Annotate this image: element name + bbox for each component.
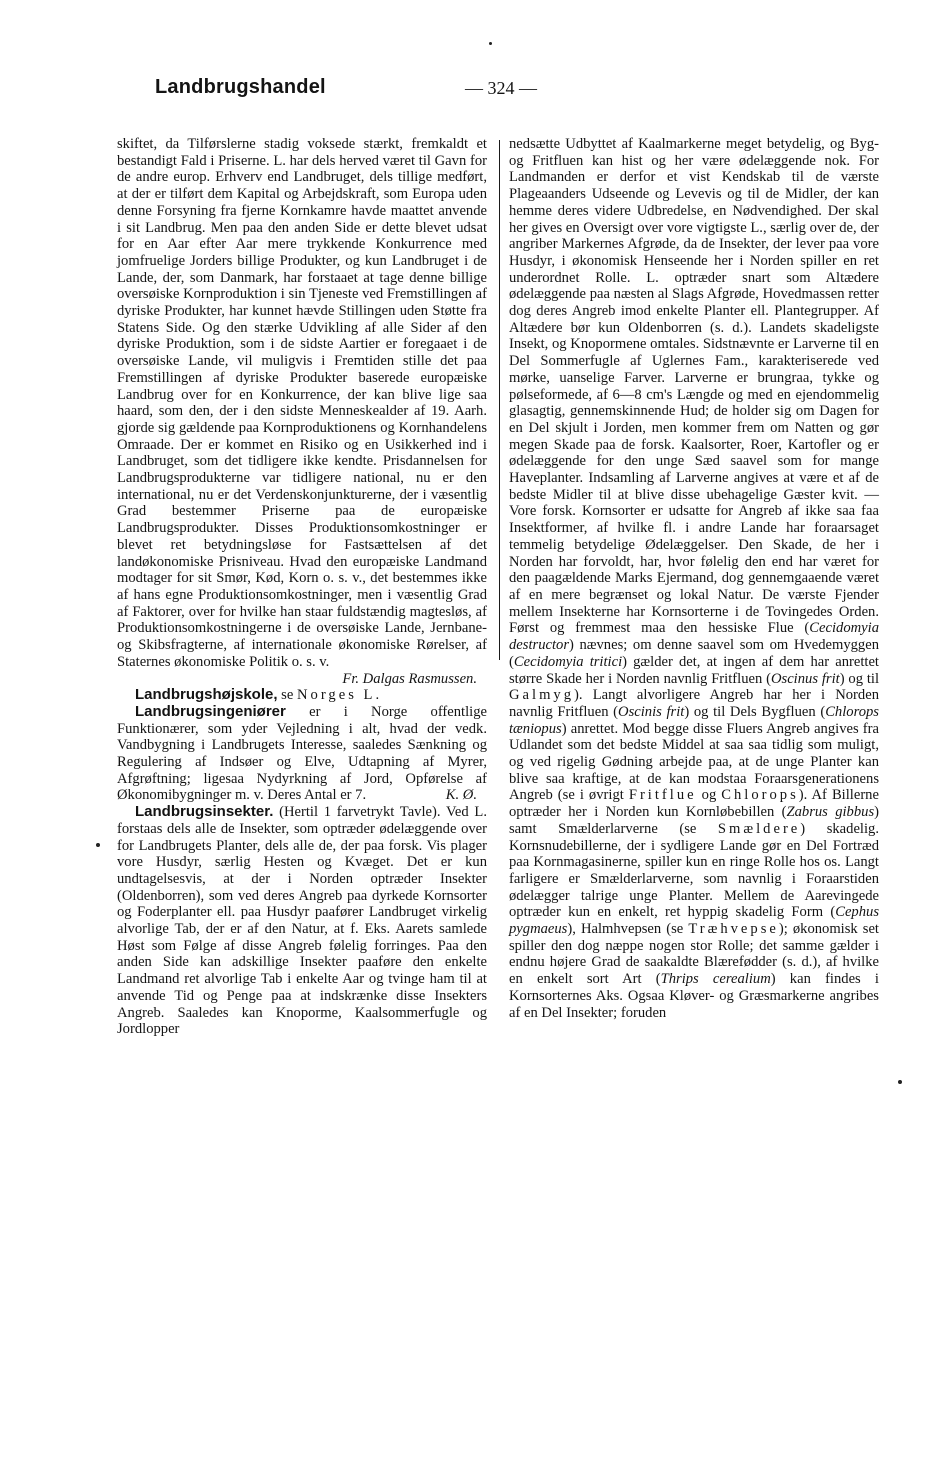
margin-mark (489, 42, 492, 45)
text-run: ) samt Smælderlarverne (se (509, 804, 880, 837)
cross-reference: Smældere (717, 820, 801, 837)
entry-landbrugsinsekter (117, 804, 487, 1038)
running-header (155, 76, 875, 106)
latin-name: Zabrus gibbus (786, 804, 875, 821)
text-run: ) skadelig. Kornsnudebillerne, der i sydligere Lande gør en Del Fortræd paa Kornmagasinerne, spiller kun en ringe Rolle hos os. Langt farligere er Smælderlarverne, som navnlig i Foraarstiden ødelægger talrige unge Planter. Mellem de Aarevingede optræder kun en enkelt, ret hyppig skadelig Form ( (509, 820, 879, 921)
cross-reference: Fritflue (628, 787, 697, 804)
entry-continuation (509, 136, 879, 1021)
latin-name: Thrips cerealium (660, 971, 771, 988)
text-run: ) gælder det, at ingen af dem har anrettet større Skade her i Norden navnlig Fritfluen ( (509, 653, 879, 687)
text-run: ) kan findes i Kornsorternes Aks. Ogsaa Kløver- og Græsmarkerne angribes af en Del Insekter; foruden (509, 971, 879, 1021)
entry-landbrugshojskole (117, 687, 487, 704)
entry-body: er i Norge offentlige Funktionærer, som yder Vejledning i alt, hvad der vedk. Vandbygning i Landbrugets Interesse, saaledes Sænkning og Regulering af Indsøer og Elve, Udtapning af Myrer, Afgrøftning; ligesaa Nydyrkning af Jord, Opførelse af Økonomibygninger m. v. Deres Antal er 7. (117, 703, 487, 804)
entry-headword: Landbrugsinsekter. (135, 803, 274, 821)
margin-mark (96, 843, 100, 847)
text-run: ), Halmhvepsen (se (567, 921, 684, 938)
margin-mark (898, 1080, 902, 1084)
latin-name: Cecidomyia destructor (509, 620, 879, 654)
text-run: ). Af Billerne optræder her i Norden kun Kornløbebillen ( (509, 787, 879, 821)
cross-reference: Norges L. (297, 687, 383, 704)
text-run: nedsætte Udbyttet af Kaalmarkerne meget betydelig, og Byg- og Fritfluen kan hist og her være ødelæggende nok. For Landmanden er derfor et vist Kendskab til de værste Plageaanders Udseende og Levevis og til de Midler, der kan hemme deres videre Udbredelse, en Nødvendighed. Der skal her gives en Oversigt over vore vigtigste L., særlig over de, der angriber Markernes Afgrøde, da de Insekter, der lever paa vore Husdyr, i økonomisk Henseende her i Norden spiller en ret underordnet Rolle. L. optræder snart som Altædere ødelæggende paa næsten al Slags Afgrøde, Hovedmassen retter dog deres Angreb imod enkelte Planter ell. Plantegrupper. Af Altædere bør kun Oldenborren (s. d.). Landets skadeligste Insekt, og Knopormene omtales. Sidstnævnte er Larverne til en Del Sommerfugle af Uglernes Fam., karakteriserede ved mørke, uanselige Farver. Larverne er brungraa, tykke og pølseformede, af 6—8 cm's Længde og med en ejendommelig glasagtig, gennemskinnende Hud; de holder sig om Dagen for en Del skjult i Jorden, men kommer frem om Natten og gør megen Skade paa de forsk. Kaalsorter, Roer, Kartofler og er ødelæggende for den unge Sæd saavel som for mange Haveplanter. Indsamling af Larverne angives at være et af de bedste Midler til at blive disse ubehagelige Gæster kvit. — Vore forsk. Kornsorter er udsatte for Angreb af ikke saa faa Insektformer, af hvilke fl. i andre Lande har foraarsaget temmelig betydelige Ødelæggelser. Den Skade, de her i Norden har forvoldt, har, hvor følelig den end har været for den paagældende Marks Ejermand, dog gennemgaaende været af en mere begrænset og lokal Natur. De værste Fjender mellem Insekterne har Kornsorterne i de Tovingedes Orden. Først og fremmest maa den hessiske Flue ( (509, 136, 879, 637)
latin-name: Oscinus frit (770, 670, 840, 687)
entry-signature: K. Ø. (445, 787, 477, 804)
cross-reference: Træhvepse (688, 921, 779, 938)
cross-reference: Galmyg (509, 687, 575, 704)
header-title: Landbrugshandel (155, 76, 326, 98)
text-run: ). Langt alvorligere Angreb har her i Norden navnlig Fritfluen ( (509, 687, 879, 720)
latin-name: Cephus pygmaeus (509, 904, 879, 938)
text-run: ) og til (839, 670, 880, 687)
latin-name: Chlorops tæniopus (509, 703, 879, 737)
article-continuation: skiftet, da Tilførslerne stadig voksede stærkt, fremkaldt et bestandigt Fald i Priserne. L. har dels herved været til Gavn for de andre europ. Erhverv end Landbruget, dels tillige medført, at der er tilført dem Kapital og Arbejdskraft, som Europa uden denne Forsyning fra fjerne Kornkamre havde maattet anvende i sit Landbrug. Men paa den anden Side er dette blevet udsat for en Aar efter Aar mere trykkende Konkurrence med jomfruelige Jorders billige Produkter, og kun Landbruget i de Lande, der, som Danmark, har forstaaet at tage denne billige oversøiske Kornproduktion i sin Tjeneste ved Fremstillingen af dyriske Produkter, har kunnet hævde Stillingen uden Støtte fra Statens Side. Og den stærke Udvikling af alle Sider af den dyriske Produktion, som i de sidste Aartier er foregaaet i de oversøiske Lande, vil muligvis i Fremtiden stille det paa Fremstillingen af dyriske Produkter baserede europæiske Landbrug over for en Konkurrence, der kan blive lige saa haard, som den, der i den sidste Menneskealder af 19. Aarh. gjorde sig gældende paa Kornproduktionens og Kornhandelens Omraade. Der er kommet en Risiko og en Usikkerhed ind i Landbruget, som det tidligere ikke kendte. Prisdannelsen for Landbrugsprodukterne var tidligere national, nu er den international, nu er det Verdenskonjunkturerne, der i væsentlig Grad bestemmer Priserne paa de europæiske Landbrugsprodukter. Disses Produktionsomkostninger er blevet ret betydningsløse for Fastsættelsen af det landøkonomiske Prisniveau. Hvad den europæiske Landmand modtager for sit Smør, Kød, Korn o. s. v., det bestemmes ikke af hans egne Produktionsomkostninger, men i væsentlig Grad af Faktorer, over for hvilke han staar fuldstændig magtesløs, af Produktionsomkostningerne i de oversøiske Lande, Jernbane- og Skibsfragterne, af internationale økonomiske Rørelser, af Staternes økonomiske Politik o. s. v. (117, 136, 487, 670)
latin-name: Oscinis frit (618, 703, 685, 720)
entry-body: (Hertil 1 farvetrykt Tavle). Ved L. forstaas dels alle de Insekter, som optræder ødelæggende over for Landbrugets Planter, dels alle de, der paa forsk. Vis plager vore Husdyr, særlig Hesten og Kvæget. Det er kun undtagelsesvis, at der i Norden optræder Insekter (Oldenborren), som ved deres Angreb paa dyrkede Kornsorter og Foderplanter ell. paa Husdyr paafører Landbruget virkelig alvorlige Tab, der er af den Natur, at f. Eks. Aarets samlede Høst som Følge af disse Angreb følelig forringes. Paa den anden Side kan adskillige Insekter paaføre den enkelte Landmand ret alvorlige Tab i enkelte Aar og tvinge ham til at anvende Tid og Penge paa at indskrænke disse Insekters Angreb. Saaledes kan Knoporme, Kaalsommerfugle og Jordlopper (117, 804, 487, 1038)
page-number: — 324 — (465, 78, 537, 98)
text-run: ) anrettet. Mod begge disse Fluers Angreb angives fra Udlandet som det bedste Middel at saa saa tidlig som muligt, og ved rigelig Gødning arbejde paa, at de unge Planter kan blive saa kraftige, at de kan modstaa Foraarsgenerationens Angreb (se i øvrigt (509, 720, 879, 804)
right-column (509, 136, 879, 1021)
author-signature: Fr. Dalgas Rasmussen. (342, 670, 477, 687)
latin-name: Cecidomyia tritici (513, 653, 623, 670)
text-run: ) og til Dels Bygfluen ( (684, 703, 826, 720)
text-run: ); økonomisk set spiller den dog næppe nogen stor Rolle; det samme gælder i endnu højere Grad de saakaldte Blærefødder (s. d.), af hvilke en enkelt sort Art ( (509, 921, 879, 988)
entry-landbrugsingeniorer (117, 704, 487, 804)
cross-reference: Chlorops (721, 787, 799, 804)
see-word: se (281, 687, 294, 704)
text-run: ) nævnes; om denne saavel som om Hvedemyggen ( (509, 637, 879, 670)
entry-headword: Landbrugshøjskole, (135, 686, 278, 704)
left-column (117, 136, 487, 1038)
column-divider (499, 140, 500, 660)
text-run: og (701, 787, 717, 804)
entry-headword: Landbrugsingeniører (135, 702, 286, 720)
